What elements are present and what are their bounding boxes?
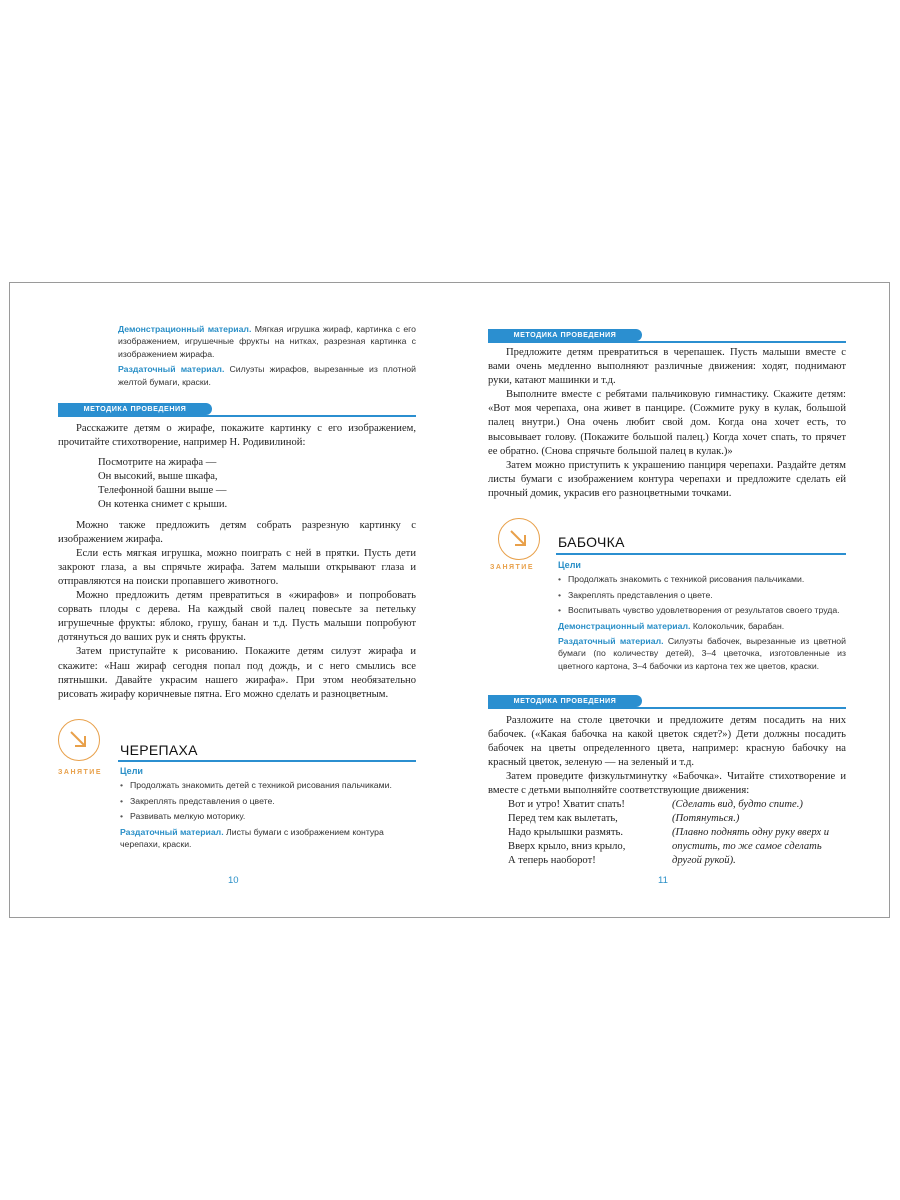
handout-material-label: Раздаточный материал. [120, 826, 224, 837]
goal-item: • Закреплять представления о цвете. [120, 795, 416, 807]
demo-material-text: Колокольчик, барабан. [690, 620, 785, 631]
demo-material-text: Мягкая игрушка жираф, картинка с его изображением, игрушечные фрукты на нитках, разрезная картинка с изображением жирафа. [118, 324, 416, 359]
paragraph: Расскажите детям о жирафе, покажите картинку с его изображением, прочитайте стихотворение, например Н. Родивилиной: [58, 423, 416, 449]
lesson-label: ЗАНЯТИЕ [490, 564, 535, 571]
left-goals [120, 765, 416, 850]
giraffe-poem [58, 456, 416, 512]
method-heading-bar [488, 695, 846, 709]
method-heading: МЕТОДИКА ПРОВЕДЕНИЯ [488, 329, 642, 341]
lesson-title: БАБОЧКА [558, 534, 625, 550]
paragraph: Если есть мягкая игрушка, можно поиграть с ней в прятки. Пусть дети закроют глаза, а вы спрячьте жирафа. Затем малыши открывают глаза и отправляются на поиски пропавшего животного. [58, 547, 416, 587]
handout-material-text: Листы бумаги с изображением контура черепахи, краски. [120, 826, 384, 850]
left-method-text [58, 422, 416, 702]
poem-line: А теперь наоборот! [508, 855, 596, 867]
goal-item: • Развивать мелкую моторику. [120, 810, 416, 822]
paragraph: Предложите детям превратиться в черепашек. Пусть малыши вместе с вами очень медленно выполняют различные движения: ходят, поднимают руки, катают машинки и т.д. [488, 347, 846, 387]
right-page [450, 283, 890, 917]
poem-line: Посмотрите на жирафа — [98, 457, 217, 469]
handout-material-label: Раздаточный материал. [118, 364, 225, 375]
page-number: 11 [658, 875, 668, 886]
right-goals [558, 559, 846, 672]
goal-item: • Продолжать знакомить детей с техникой рисования пальчиками. [120, 779, 416, 791]
lesson-arrow-icon [498, 518, 540, 560]
page-number: 10 [228, 875, 239, 886]
poem-notes [672, 798, 842, 868]
goals-heading: Цели [120, 766, 143, 776]
paragraph: Затем приступайте к рисованию. Покажите детям силуэт жирафа и скажите: «Наш жираф сегодня попал под дождь, и с него смылись все пятнышки. Давайте украсим нашего жирафа». При этом необязательно рисовать жирафу коричневые пятна. Его можно сделать и разноцветным. [58, 646, 416, 700]
lesson-title: ЧЕРЕПАХА [120, 742, 198, 758]
poem-note: (Потянуться.) [672, 813, 740, 825]
goal-item: • Воспитывать чувство удовлетворения от результатов своего труда. [558, 604, 846, 616]
butterfly-poem [508, 798, 658, 868]
poem-line: Он котенка снимет с крыши. [98, 499, 228, 511]
poem-line: Перед тем как вылетать, [508, 813, 618, 825]
handout-material-text: Силуэты жирафов, вырезанные из плотной желтой бумаги, краски. [118, 364, 416, 387]
intro-demo-material [118, 323, 416, 388]
poem-note: (Плавно поднять одну руку вверх и опустить, то же самое сделать другой рукой). [672, 827, 830, 867]
method-heading: МЕТОДИКА ПРОВЕДЕНИЯ [488, 695, 642, 707]
poem-line: Вверх крыло, вниз крыло, [508, 841, 626, 853]
left-page [10, 283, 450, 917]
method-heading-bar [488, 329, 846, 343]
paragraph: Разложите на столе цветочки и предложите детям посадить на них бабочек. («Какая бабочка на какой цветок сядет?») Дети должны посадить бабочек на цветы определенного цвета, например: красную бабочку на красный цветок, зеленую — на зеленый и т.д. [488, 715, 846, 769]
lesson-label: ЗАНЯТИЕ [58, 769, 103, 776]
right-method-text-2 [488, 714, 846, 799]
goal-item: • Продолжать знакомить с техникой рисования пальчиками. [558, 573, 846, 585]
goals-list [120, 779, 416, 822]
goals-list [558, 573, 846, 616]
poem-line: Телефонной башни выше — [98, 485, 227, 497]
poem-line: Он высокий, выше шкафа, [98, 471, 218, 483]
poem-line: Надо крылышки размять. [508, 827, 623, 839]
lesson-arrow-icon [58, 719, 100, 761]
paragraph: Можно предложить детям превратиться в «жирафов» и попробовать сорвать плоды с дерева. На каждый свой палец повесьте за петельку игрушечные фрукты: яблоко, грушу, банан и т.д. Пусть малыши попробуют дотянуться до ваших рук и снять фрукты. [58, 590, 416, 644]
goal-item: • Закреплять представления о цвете. [558, 589, 846, 601]
method-heading-bar [58, 403, 416, 417]
demo-material-label: Демонстрационный материал. [118, 324, 252, 334]
poem-line: Вот и утро! Хватит спать! [508, 799, 625, 810]
method-heading: МЕТОДИКА ПРОВЕДЕНИЯ [58, 403, 212, 415]
paragraph: Затем можно приступить к украшению панциря черепахи. Раздайте детям листы бумаги с изображением контура черепахи и предложите сделать ей прочный домик, украсив его разноцветными точками. [488, 459, 846, 499]
poem-note: (Сделать вид, будто спите.) [672, 799, 803, 810]
handout-material-text: Силуэты бабочек, вырезанные из цветной бумаги (по количеству детей), 3–4 цветочка, изготовленные из цветного картона, 3–4 бабочки из картона тех же цветов, краски. [558, 636, 846, 671]
book-spread [9, 282, 890, 918]
paragraph: Выполните вместе с ребятами пальчиковую гимнастику. Скажите детям: «Вот моя черепаха, она живет в панцире. (Сожмите руку в кулак, большой палец внутри.) Она очень любит свой дом. Когда она хочет есть, то высовывает голову. (Покажите большой палец.) Когда хочет спать, то прячет ее обратно. (Снова спрячьте большой палец в кулак.)» [488, 389, 846, 457]
paragraph: Можно также предложить детям собрать разрезную картинку с изображением жирафа. [58, 519, 416, 545]
demo-material-label: Демонстрационный материал. [558, 620, 691, 631]
paragraph: Затем проведите физкультминутку «Бабочка». Читайте стихотворение и вместе с детьми выполняйте соответствующие движения: [488, 771, 846, 797]
right-method-text [488, 346, 846, 501]
handout-material-label: Раздаточный материал. [558, 636, 664, 647]
goals-heading: Цели [558, 560, 581, 570]
